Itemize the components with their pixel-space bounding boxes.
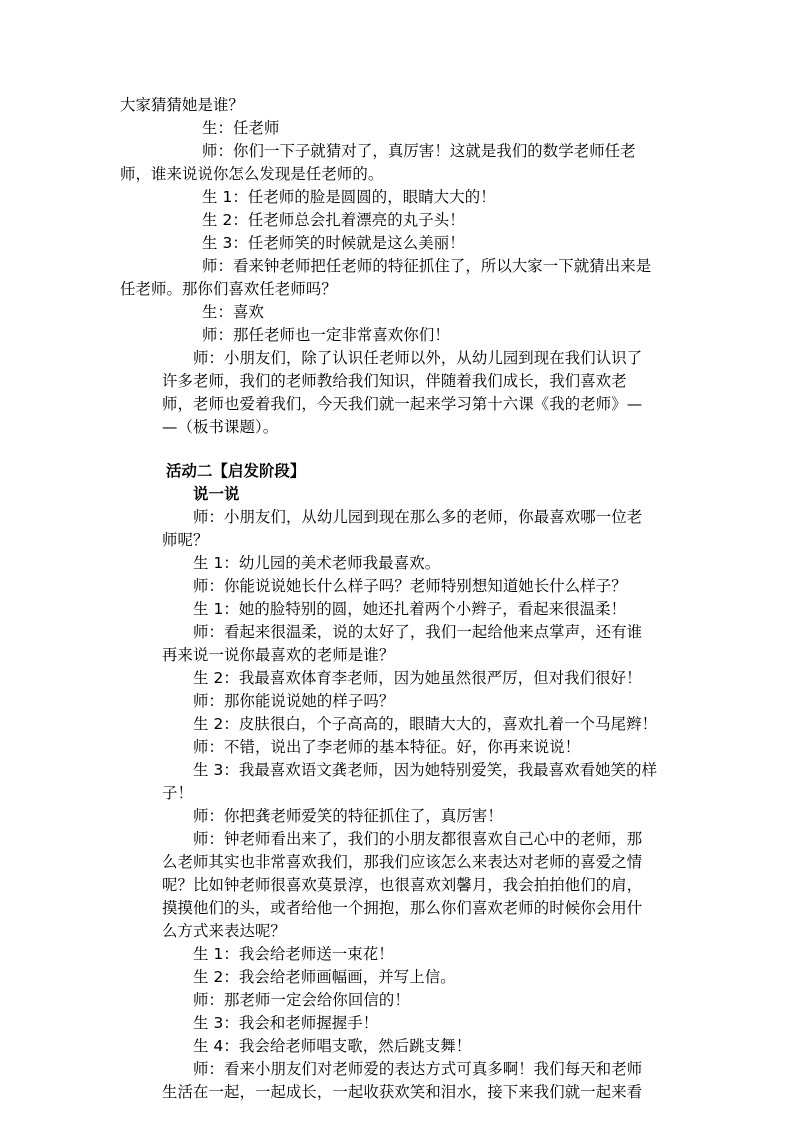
text-line: 生：任老师 (202, 119, 280, 137)
text-line: 师：看来钟老师把任老师的特征抓住了，所以大家一下就猜出来是 (202, 257, 652, 275)
text-line: 生活在一起，一起成长，一起收获欢笑和泪水，接下来我们就一起来看 (162, 1083, 643, 1101)
text-line: 师，老师也爱着我们，今天我们就一起来学习第十六课《我的老师》— (162, 395, 643, 413)
text-line: 师：那老师一定会给你回信的！ (193, 991, 410, 1009)
text-line: 师：你们一下子就猜对了，真厉害！这就是我们的数学老师任老 (202, 142, 636, 160)
text-line: 师，谁来说说你怎么发现是任老师的。 (120, 165, 384, 183)
text-line: 子！ (162, 784, 193, 802)
text-line: 生 3：我最喜欢语文龚老师，因为她特别爱笑，我最喜欢看她笑的样 (193, 761, 658, 779)
text-line: —（板书课题）。 (162, 418, 279, 436)
text-line: 师：钟老师看出来了，我们的小朋友都很喜欢自己心中的老师，那 (193, 830, 643, 848)
text-line: 师：那你能说说她的样子吗？ (193, 692, 395, 710)
text-line: 师：看来小朋友们对老师爱的表达方式可真多啊！我们每天和老师 (193, 1060, 643, 1078)
text-line: 再来说一说你最喜欢的老师是谁？ (162, 646, 395, 664)
text-line: 么方式来表达呢？ (162, 922, 286, 940)
text-line: 生 3：我会和老师握握手！ (193, 1014, 379, 1032)
text-line: 生 2：我最喜欢体育李老师，因为她虽然很严厉，但对我们很好！ (193, 669, 642, 687)
text-line: 师呢？ (162, 531, 209, 549)
text-line: 任老师。那你们喜欢任老师吗？ (120, 280, 337, 298)
text-line: 么老师其实也非常喜欢我们，那我们应该怎么来表达对老师的喜爱之情 (162, 853, 643, 871)
text-line: 生 3：任老师笑的时候就是这么美丽！ (202, 234, 465, 252)
text-line: 呢？比如钟老师很喜欢莫景淳，也很喜欢刘馨月，我会拍拍他们的肩， (162, 876, 643, 894)
text-line: 生 1：我会给老师送一束花！ (193, 945, 394, 963)
text-line: 师：你把龚老师爱笑的特征抓住了，真厉害！ (193, 807, 503, 825)
section-heading: 活动二【启发阶段】 (166, 462, 306, 480)
text-line: 生 2：任老师总会扎着漂亮的丸子头！ (202, 211, 465, 229)
text-line: 师：小朋友们，从幼儿园到现在那么多的老师，你最喜欢哪一位老 (193, 508, 643, 526)
text-line: 大家猜猜她是谁？ (120, 96, 244, 114)
text-line: 生 4：我会给老师唱支歌，然后跳支舞！ (193, 1037, 472, 1055)
text-line: 师：不错，说出了李老师的基本特征。好，你再来说说！ (193, 738, 581, 756)
text-line: 师：你能说说她长什么样子吗？老师特别想知道她长什么样子？ (193, 577, 627, 595)
subsection-heading: 说一说 (193, 485, 240, 503)
text-line: 生 1：她的脸特别的圆，她还扎着两个小辫子，看起来很温柔！ (193, 600, 627, 618)
text-line: 生：喜欢 (202, 303, 264, 321)
text-line: 生 2：我会给老师画幅画，并写上信。 (193, 968, 456, 986)
text-line: 摸摸他们的头，或者给他一个拥抱，那么你们喜欢老师的时候你会用什 (162, 899, 643, 917)
text-line: 师：那任老师也一定非常喜欢你们！ (202, 326, 450, 344)
text-line: 生 1：幼儿园的美术老师我最喜欢。 (193, 554, 441, 572)
text-line: 生 2：皮肤很白，个子高高的，眼睛大大的，喜欢扎着一个马尾辫！ (193, 715, 658, 733)
text-line: 师：看起来很温柔，说的太好了，我们一起给他来点掌声，还有谁 (193, 623, 643, 641)
text-line: 师：小朋友们，除了认识任老师以外，从幼儿园到现在我们认识了 (193, 349, 643, 367)
text-line: 许多老师，我们的老师教给我们知识，伴随着我们成长，我们喜欢老 (162, 372, 627, 390)
text-line: 生 1：任老师的脸是圆圆的，眼睛大大的！ (202, 188, 496, 206)
